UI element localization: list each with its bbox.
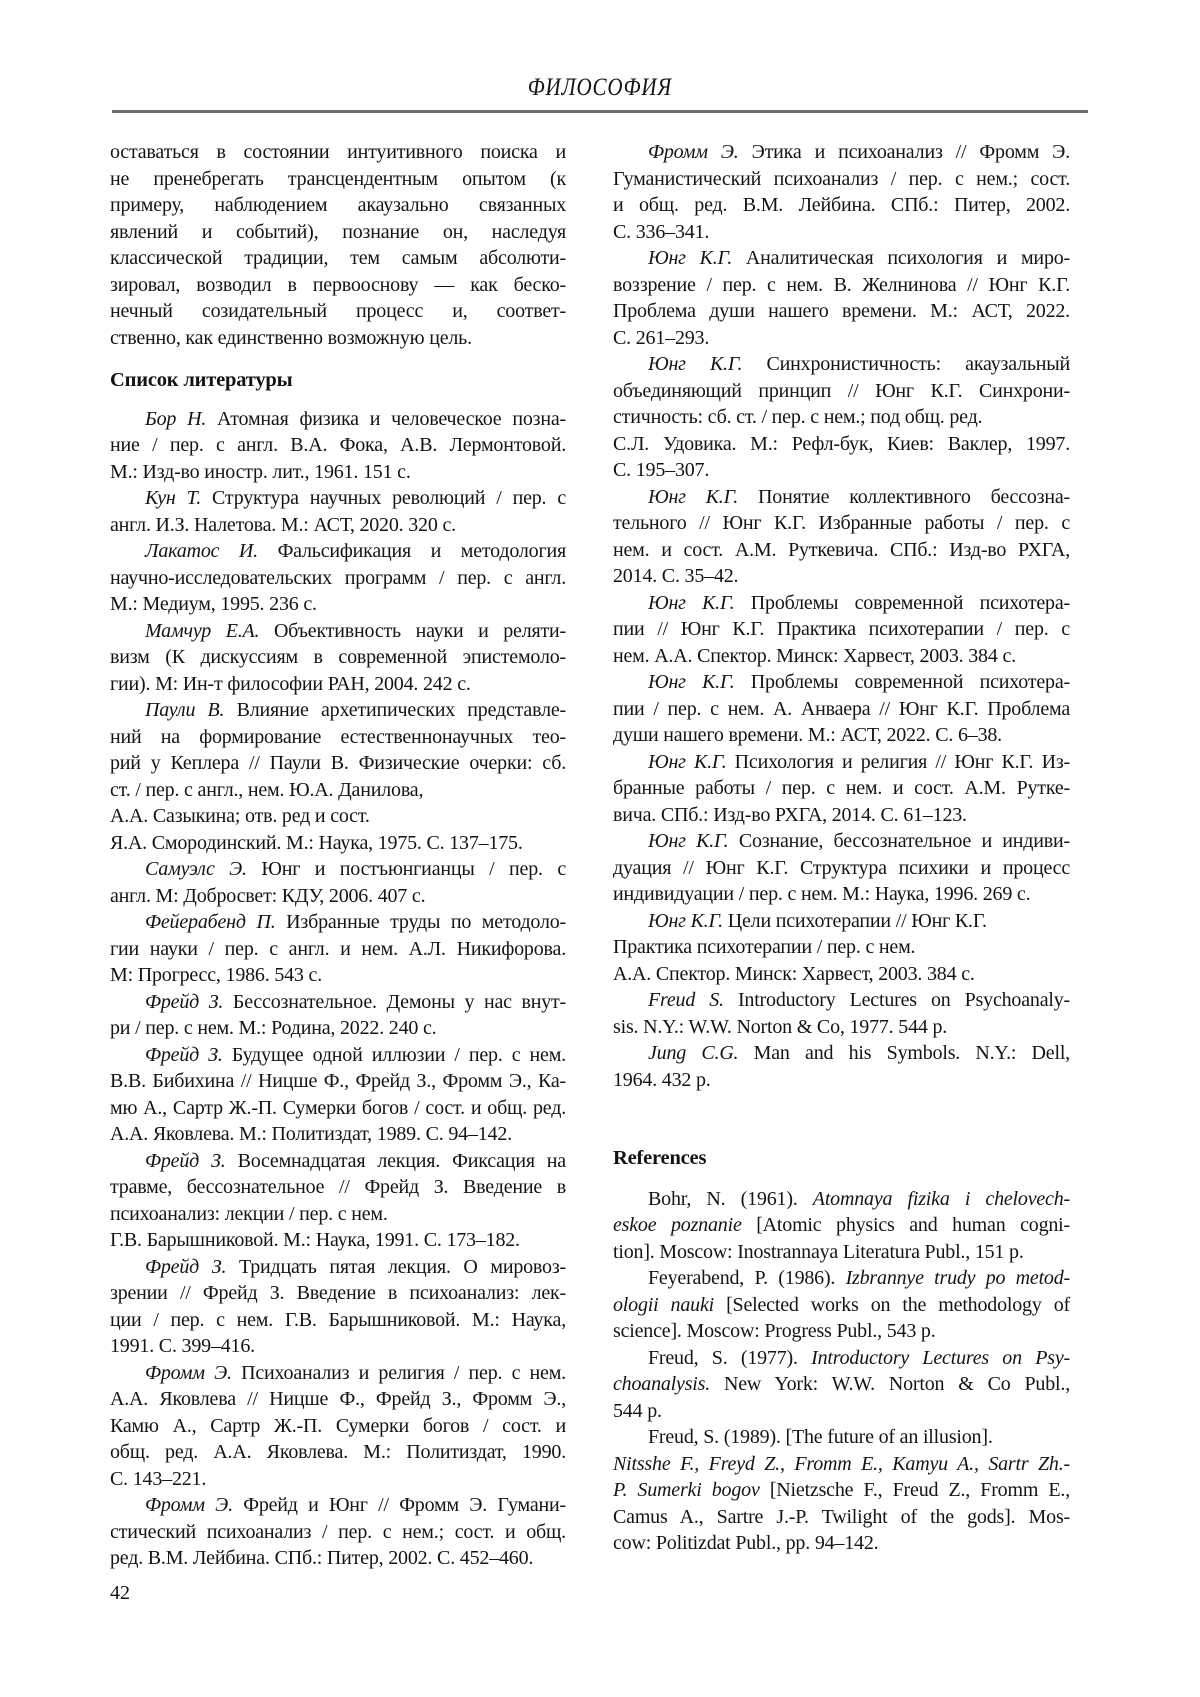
text-line: Bohr, N. (1961). Atomnaya fizika i chelovech- [648, 1187, 1070, 1210]
text-line: зрении // Фрейд З. Введение в психоанализ: лек- [110, 1282, 566, 1304]
references-heading: References [613, 1147, 707, 1169]
text-line: ologii nauki [Selected works on the methodology of [613, 1293, 1070, 1316]
text-line: Юнг К.Г. Проблемы современной психотера- [648, 671, 1070, 693]
bibliography-entry [613, 908, 1070, 988]
text-line: С.Л. Удовика. М.: Рефл-бук, Киев: Ваклер, 1997. [613, 432, 1070, 455]
text-line: sis. N.Y.: W.W. Norton & Co, 1977. 544 p. [613, 1015, 948, 1038]
text-line: Я.А. Смородинский. М.: Наука, 1975. С. 137–175. [110, 831, 523, 854]
header-rule [112, 110, 1088, 113]
text-line: Freud, S. (1989). [The future of an illusion]. [648, 1426, 993, 1448]
bibliography-entry [613, 1040, 1070, 1093]
bibliography-entry [613, 139, 1070, 245]
text-line: не пренебрегать трансцендентным опытом (к [110, 167, 566, 190]
bibliography-entry [110, 1360, 566, 1493]
text-line: Фрейд З. Восемнадцатая лекция. Фиксация на [145, 1149, 566, 1172]
text-line: и общ. ред. В.М. Лейбина. СПб.: Питер, 2002. [613, 194, 1070, 216]
text-line: классической традиции, тем самым абсолюти- [110, 247, 566, 269]
text-line: ри / пер. с нем. М.: Родина, 2022. 240 с. [110, 1017, 437, 1039]
text-line: С. 195–307. [613, 459, 710, 481]
text-line: вича. СПб.: Изд-во РХГА, 2014. С. 61–123. [613, 803, 967, 826]
bibliography-entry [110, 538, 566, 618]
text-line: Г.В. Барышниковой. М.: Наука, 1991. С. 173–182. [110, 1229, 520, 1251]
bibliography-entry [110, 909, 566, 989]
text-line: Юнг К.Г. Цели психотерапии // Юнг К.Г. [648, 909, 987, 932]
text-line: Feyerabend, P. (1986). Izbrannye trudy po metod- [648, 1267, 1070, 1289]
text-line: Юнг К.Г. Понятие коллективного бессозна- [648, 485, 1070, 508]
text-line: ции / пер. с нем. Г.В. Барышниковой. М.: Наука, [110, 1308, 566, 1331]
text-line: С. 261–293. [613, 326, 710, 349]
text-line: психоанализ: лекции / пер. с нем. [110, 1202, 388, 1225]
text-line: бранные работы / пер. с нем. и сост. А.М. Рутке- [613, 777, 1070, 799]
bibliography-entry [613, 245, 1070, 351]
text-line: объединяющий принцип // Юнг К.Г. Синхрони- [613, 379, 1070, 402]
text-line: мю А., Сартр Ж.-П. Сумерки богов / сост. и общ. ред. [110, 1096, 566, 1119]
text-line: Freud, S. (1977). Introductory Lectures on Psy- [648, 1346, 1070, 1369]
text-line: science]. Moscow: Progress Publ., 543 p. [613, 1320, 936, 1342]
text-line: cow: Politizdat Publ., pp. 94–142. [613, 1532, 879, 1554]
text-line: В.В. Бибихина // Ницше Ф., Фрейд З., Фромм Э., Ка- [110, 1070, 566, 1092]
bibliography-entry [110, 697, 566, 856]
text-line: тельного // Юнг К.Г. Избранные работы / пер. с [613, 512, 1070, 534]
bibliography-entry [110, 1148, 566, 1254]
text-line: А.А. Яковлева. М.: Политиздат, 1989. С. 94–142. [110, 1123, 512, 1145]
text-line: 1991. С. 399–416. [110, 1335, 255, 1357]
text-line: гии науки / пер. с англ. и нем. А.Л. Никифорова. [110, 937, 566, 960]
text-line: Гуманистический психоанализ / пер. с нем.; сост. [613, 167, 1070, 190]
text-line: явлений и событий), познание он, наследуя [110, 220, 566, 243]
bibliography-entry [110, 485, 566, 538]
bibliography-entry [613, 987, 1070, 1040]
text-line: нечный созидательный процесс и, соответ- [110, 300, 566, 322]
text-line: Юнг К.Г. Аналитическая психология и миро- [648, 247, 1070, 269]
text-line: Фейерабенд П. Избранные труды по методоло- [145, 911, 566, 933]
text-line: Freud S. Introductory Lectures on Psychoanaly- [648, 989, 1070, 1011]
text-line: примеру, наблюдением акаузально связанных [110, 194, 566, 216]
bibliography-entry [110, 406, 566, 486]
left-column [110, 139, 566, 1572]
bibliography-entry [110, 856, 566, 909]
running-head [0, 74, 1200, 102]
text-line: Камю А., Сартр Ж.-П. Сумерки богов / сост. и [110, 1414, 566, 1437]
text-line: Паули В. Влияние архетипических представле- [145, 699, 566, 721]
text-line: Юнг К.Г. Синхронистичность: акаузальный [648, 353, 1070, 375]
bibliography-entry [110, 1492, 566, 1572]
text-line: choanalysis. New York: W.W. Norton & Co Publ., [613, 1373, 1070, 1395]
text-line: зировал, возводил в первооснову — как беско- [110, 273, 566, 296]
text-line: ред. В.М. Лейбина. СПб.: Питер, 2002. С. 452–460. [110, 1547, 534, 1569]
bibliography-entry [613, 590, 1070, 670]
bibliography-entry [613, 749, 1070, 829]
text-line: Фромм Э. Этика и психоанализ // Фромм Э. [648, 141, 1070, 163]
text-line: визм (К дискуссиям в современной эпистемоло- [110, 646, 566, 668]
text-line: Кун Т. Структура научных революций / пер. с [145, 487, 566, 509]
text-line: пии / пер. с нем. А. Анваера // Юнг К.Г. Проблема [613, 697, 1070, 720]
text-line: ние / пер. с англ. В.А. Фока, А.В. Лермонтовой. [110, 434, 566, 456]
text-line: 2014. С. 35–42. [613, 565, 739, 587]
bibliography-entry [110, 1042, 566, 1148]
text-line: tion]. Moscow: Inostrannaya Literatura Publ., 151 p. [613, 1240, 1024, 1263]
references-list [613, 1186, 1070, 1557]
bibliography-entry [110, 618, 566, 698]
text-line: Фрейд З. Тридцать пятая лекция. О мировоз- [145, 1255, 566, 1278]
text-line: воззрение / пер. с нем. В. Желнинова // Юнг К.Г. [613, 273, 1070, 296]
text-line: С. 336–341. [613, 220, 710, 243]
text-line: Фрейд З. Бессознательное. Демоны у нас внут- [145, 990, 567, 1013]
text-line: А.А. Спектор. Минск: Харвест, 2003. 384 с. [613, 962, 975, 985]
text-line: Бор Н. Атомная физика и человеческое позна- [145, 407, 567, 430]
text-line: Фромм Э. Психоанализ и религия / пер. с нем. [145, 1361, 566, 1384]
text-line: М.: Медиум, 1995. 236 с. [110, 593, 317, 615]
bibliography-entry [613, 1265, 1070, 1345]
text-line: пии // Юнг К.Г. Практика психотерапии / пер. с [613, 618, 1070, 640]
text-line: Проблема души нашего времени. М.: АСТ, 2022. [613, 300, 1070, 322]
text-line: 1964. 432 p. [613, 1068, 711, 1091]
bibliography-entry [613, 669, 1070, 749]
text-line: Nitsshe F., Freyd Z., Fromm E., Kamyu A., Sartr Zh.- [613, 1452, 1070, 1475]
right-column [613, 139, 1070, 1557]
text-line: Юнг К.Г. Психология и религия // Юнг К.Г. Из- [648, 750, 1070, 773]
text-line: Фромм Э. Фрейд и Юнг // Фромм Э. Гумани- [145, 1494, 566, 1516]
text-line: травме, бессознательное // Фрейд З. Введение в [110, 1176, 566, 1198]
bibliography-entry [613, 1345, 1070, 1425]
text-line: P. Sumerki bogov [Nietzsche F., Freud Z., Fromm E., [613, 1479, 1070, 1501]
bibliography-entry [613, 828, 1070, 908]
text-line: 544 p. [613, 1399, 662, 1422]
text-line: общ. ред. А.А. Яковлева. М.: Политиздат, 1990. [110, 1441, 566, 1463]
text-line: научно-исследовательских программ / пер. с англ. [110, 566, 566, 589]
text-line: ственно, как единственно возможную цель. [110, 326, 472, 349]
text-line: Практика психотерапии / пер. с нем. [613, 936, 916, 958]
text-line: Юнг К.Г. Проблемы современной психотера- [648, 591, 1070, 614]
bibliography-entry [613, 351, 1070, 484]
text-line: нем. А.А. Спектор. Минск: Харвест, 2003. 384 с. [613, 644, 1016, 667]
text-line: А.А. Яковлева // Ницше Ф., Фрейд З., Фромм Э., [110, 1388, 566, 1410]
text-line: оставаться в состоянии интуитивного поиска и [110, 141, 566, 163]
text-line: А.А. Сазыкина; отв. ред и сост. [110, 805, 370, 827]
text-line: англ. М: Добросвет: КДУ, 2006. 407 с. [110, 884, 426, 907]
text-line: Мамчур Е.А. Объективность науки и реляти- [145, 619, 567, 642]
bibliography-list-right [613, 139, 1070, 1093]
text-line: Юнг К.Г. Сознание, бессознательное и индиви- [648, 830, 1070, 852]
text-line: ний на формирование естественнонаучных тео- [110, 725, 566, 748]
bibliography-list-left [110, 406, 566, 1572]
bibliography-entry [613, 1424, 1070, 1557]
text-line: ст. / пер. с англ., нем. Ю.А. Данилова, [110, 778, 424, 801]
bibliography-entry [110, 989, 566, 1042]
text-line: М: Прогресс, 1986. 543 с. [110, 964, 322, 986]
text-line: нем. и сост. А.М. Руткевича. СПб.: Изд-во РХГА, [613, 538, 1070, 561]
text-line: С. 143–221. [110, 1467, 207, 1490]
bibliography-entry [613, 1186, 1070, 1266]
text-line: стичность: сб. ст. / пер. с нем.; под общ. ред. [613, 406, 983, 428]
bibliography-entry [613, 484, 1070, 590]
running-head-title: ФИЛОСОФИЯ [527, 74, 673, 101]
text-line: eskoe poznanie [Atomic physics and human cogni- [613, 1214, 1070, 1236]
text-line: Фрейд З. Будущее одной иллюзии / пер. с нем. [145, 1043, 566, 1066]
text-line: англ. И.З. Налетова. М.: АСТ, 2020. 320 с. [110, 513, 456, 536]
text-line: рий у Кеплера // Паули В. Физические очерки: сб. [110, 752, 566, 774]
text-line: М.: Изд-во иностр. лит., 1961. 151 с. [110, 460, 411, 483]
text-line: Camus A., Sartre J.-P. Twilight of the gods]. Mos- [613, 1505, 1070, 1528]
text-line: гии). М: Ин-т философии РАН, 2004. 242 с. [110, 672, 471, 695]
bibliography-entry [110, 1254, 566, 1360]
page-number: 42 [110, 1582, 130, 1604]
text-line: дуация // Юнг К.Г. Структура психики и процесс [613, 856, 1070, 879]
literature-heading: Список литературы [110, 369, 293, 391]
text-line: индивидуации / пер. с нем. М.: Наука, 1996. 269 с. [613, 883, 1031, 905]
intro-paragraph [110, 139, 566, 351]
text-line: стический психоанализ / пер. с нем.; сост. и общ. [110, 1520, 566, 1543]
text-line: Jung C.G. Man and his Symbols. N.Y.: Dell, [648, 1042, 1070, 1064]
text-line: души нашего времени. М.: АСТ, 2022. С. 6–38. [613, 724, 1002, 746]
text-line: Лакатос И. Фальсификация и методология [145, 540, 566, 562]
text-line: Самуэлс Э. Юнг и постъюнгианцы / пер. с [145, 858, 566, 880]
